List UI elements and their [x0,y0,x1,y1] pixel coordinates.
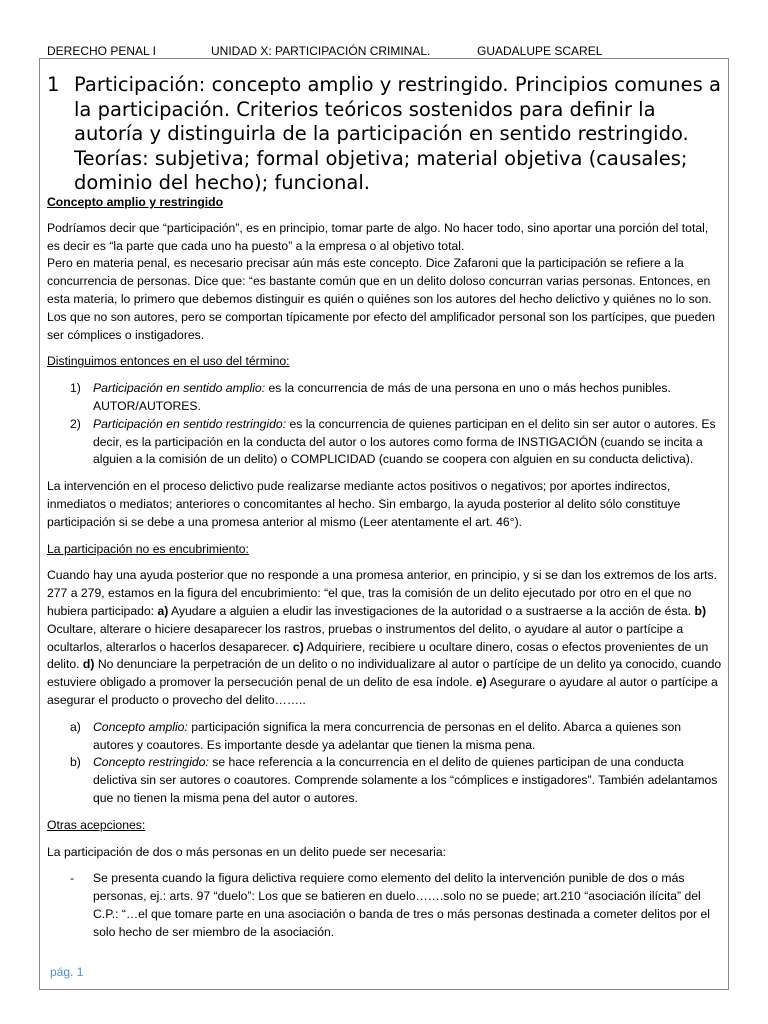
list-text: es la concurrencia de más de una persona en uno o más hechos punibles. AUTOR/AUTORES. [93,381,671,413]
section-heading [47,73,727,196]
paragraph: Pero en materia penal, es necesario precisar aún más este concepto. Dice Zafaroni que la participación se refiere a la concurrencia de personas. Dice que: “es bastante común que en un delito doloso concurran varias personas. Entonces, en esta materia, lo primero que debemos distinguir es quién o quiénes son los autores del hecho delictivo y quiénes no lo son. Los que no son autores, pero se comportan típicamente por efecto del amplificador personal son los partícipes, que pueden ser cómplices o instigadores. [47,256,716,342]
paragraph: La intervención en el proceso delictivo pude realizarse mediante actos positivos o negativos; por aportes indirectos, inmediatos o mediatos; anteriores o concomitantes al hecho. Sin embargo, la ayuda posterior al delito sólo constituye participación si se debe a una promesa anterior al mismo (Leer atentamente el art. 46°). [47,479,681,529]
header-author: GUADALUPE SCAREL [477,44,603,58]
list-term: Concepto amplio: [93,719,188,734]
page-number: pág. 1 [50,965,84,979]
list-term: Participación en sentido restringido: [93,416,287,431]
subheading-encubrimiento: La participación no es encubrimiento: [47,541,249,556]
header-unit: UNIDAD X: PARTICIPACIÓN CRIMINAL. [211,44,431,58]
list-item [47,870,723,941]
document-body [47,194,723,950]
list-text: participación significa la mera concurrencia de personas en el delito. Abarca a quienes son autores y coautores. Es importante desde ya adelantar que tienen la misma pena. [93,719,682,752]
paragraph-encubrimiento: Cuando hay una ayuda posterior que no responde a una promesa anterior, en principio, y si se dan los extremos de los arts. 277 a 279, estamos en la figura del encubrimiento: “el que, tras la comisión de un delito ejecutado por otro en el que no hubiera participado: a) Ayudare a alguien a eludir las investigaciones de la autoridad o a sustraerse a la acción de ésta. b) Ocultare, alterare o hiciere desaparecer los rastros, pruebas o instrumentos del delito, o ayudare al autor o partícipe a ocultarlos, alterarlos o hacerlos desaparecer. c) Adquiriere, recibiere u ocultare dinero, cosas o efectos provenientes de un delito. d) No denunciare la perpetración de un delito o no individualizare al autor o partícipe de un delito ya conocido, cuando estuviere obligado a promover la persecución penal de un delito de esa índole. e) Asegurare o ayudare al autor o partícipe a asegurar el producto o provecho del delito…….. [47,568,722,707]
list-marker: b) [70,755,81,770]
list-text: Se presenta cuando la figura delictiva requiere como elemento del delito la intervención punible de dos o más personas, ej.: arts. 97 “duelo”: Los que se batieren en duelo…….solo no se puede; art.210 “asociación ilícita” del C.P.: “…el que tomare parte en una asociación o banda de tres o más personas destinada a cometer delitos por el solo hecho de ser miembro de la asociación. [93,871,710,939]
subheading-concepto: Concepto amplio y restringido [47,195,224,209]
list-text: se hace referencia a la concurrencia en el delito de quienes participan de una conducta delictiva sin ser autores o coautores. Comprende solamente a los “cómplices e instigadores”. También adelantamos que no tienen la misma pena del autor o autores. [93,755,718,805]
list-marker: a) [70,719,81,734]
list-marker: - [70,871,75,886]
list-item [47,719,723,755]
list-term: Participación en sentido amplio: [93,381,266,396]
subheading-distinguimos: Distinguimos entonces en el uso del término: [47,354,290,369]
numbered-list [47,380,723,469]
heading-number: 1 [47,73,60,96]
bullet-list [47,870,723,941]
paragraph: La participación de dos o más personas en un delito puede ser necesaria: [47,844,447,859]
paragraph: Podríamos decir que “participación”, es en principio, tomar parte de algo. No hacer todo, sino aportar una porción del total, es decir es “la parte que cada uno ha puesto” a la empresa o al objetivo total. [47,220,709,253]
list-item [47,416,723,469]
lettered-list [47,719,723,808]
list-item [47,754,723,807]
list-marker: 2) [70,416,81,431]
list-item [47,380,723,416]
list-term: Concepto restringido: [93,755,209,770]
heading-text: Participación: concepto amplio y restringido. Principios comunes a la participación. Criterios teóricos sostenidos para definir la autoría y distinguirla de la participación en sentido restringido. Teorías: subjetiva; formal objetiva; material objetiva (causales; dominio del hecho); funcional. [74,73,721,195]
subheading-otras-acepciones: Otras acepciones: [47,817,146,832]
list-marker: 1) [70,381,81,396]
list-text: es la concurrencia de quienes participan en el delito sin ser autor o autores. Es decir, es la participación en la conducta del autor o los autores como forma de INSTIGACIÓN (cuando se incita a alguien a la comisión de un delito) o COMPLICIDAD (cuando se coopera con alguien en su conducta delictiva). [93,416,716,467]
header-course: DERECHO PENAL I [47,44,156,58]
